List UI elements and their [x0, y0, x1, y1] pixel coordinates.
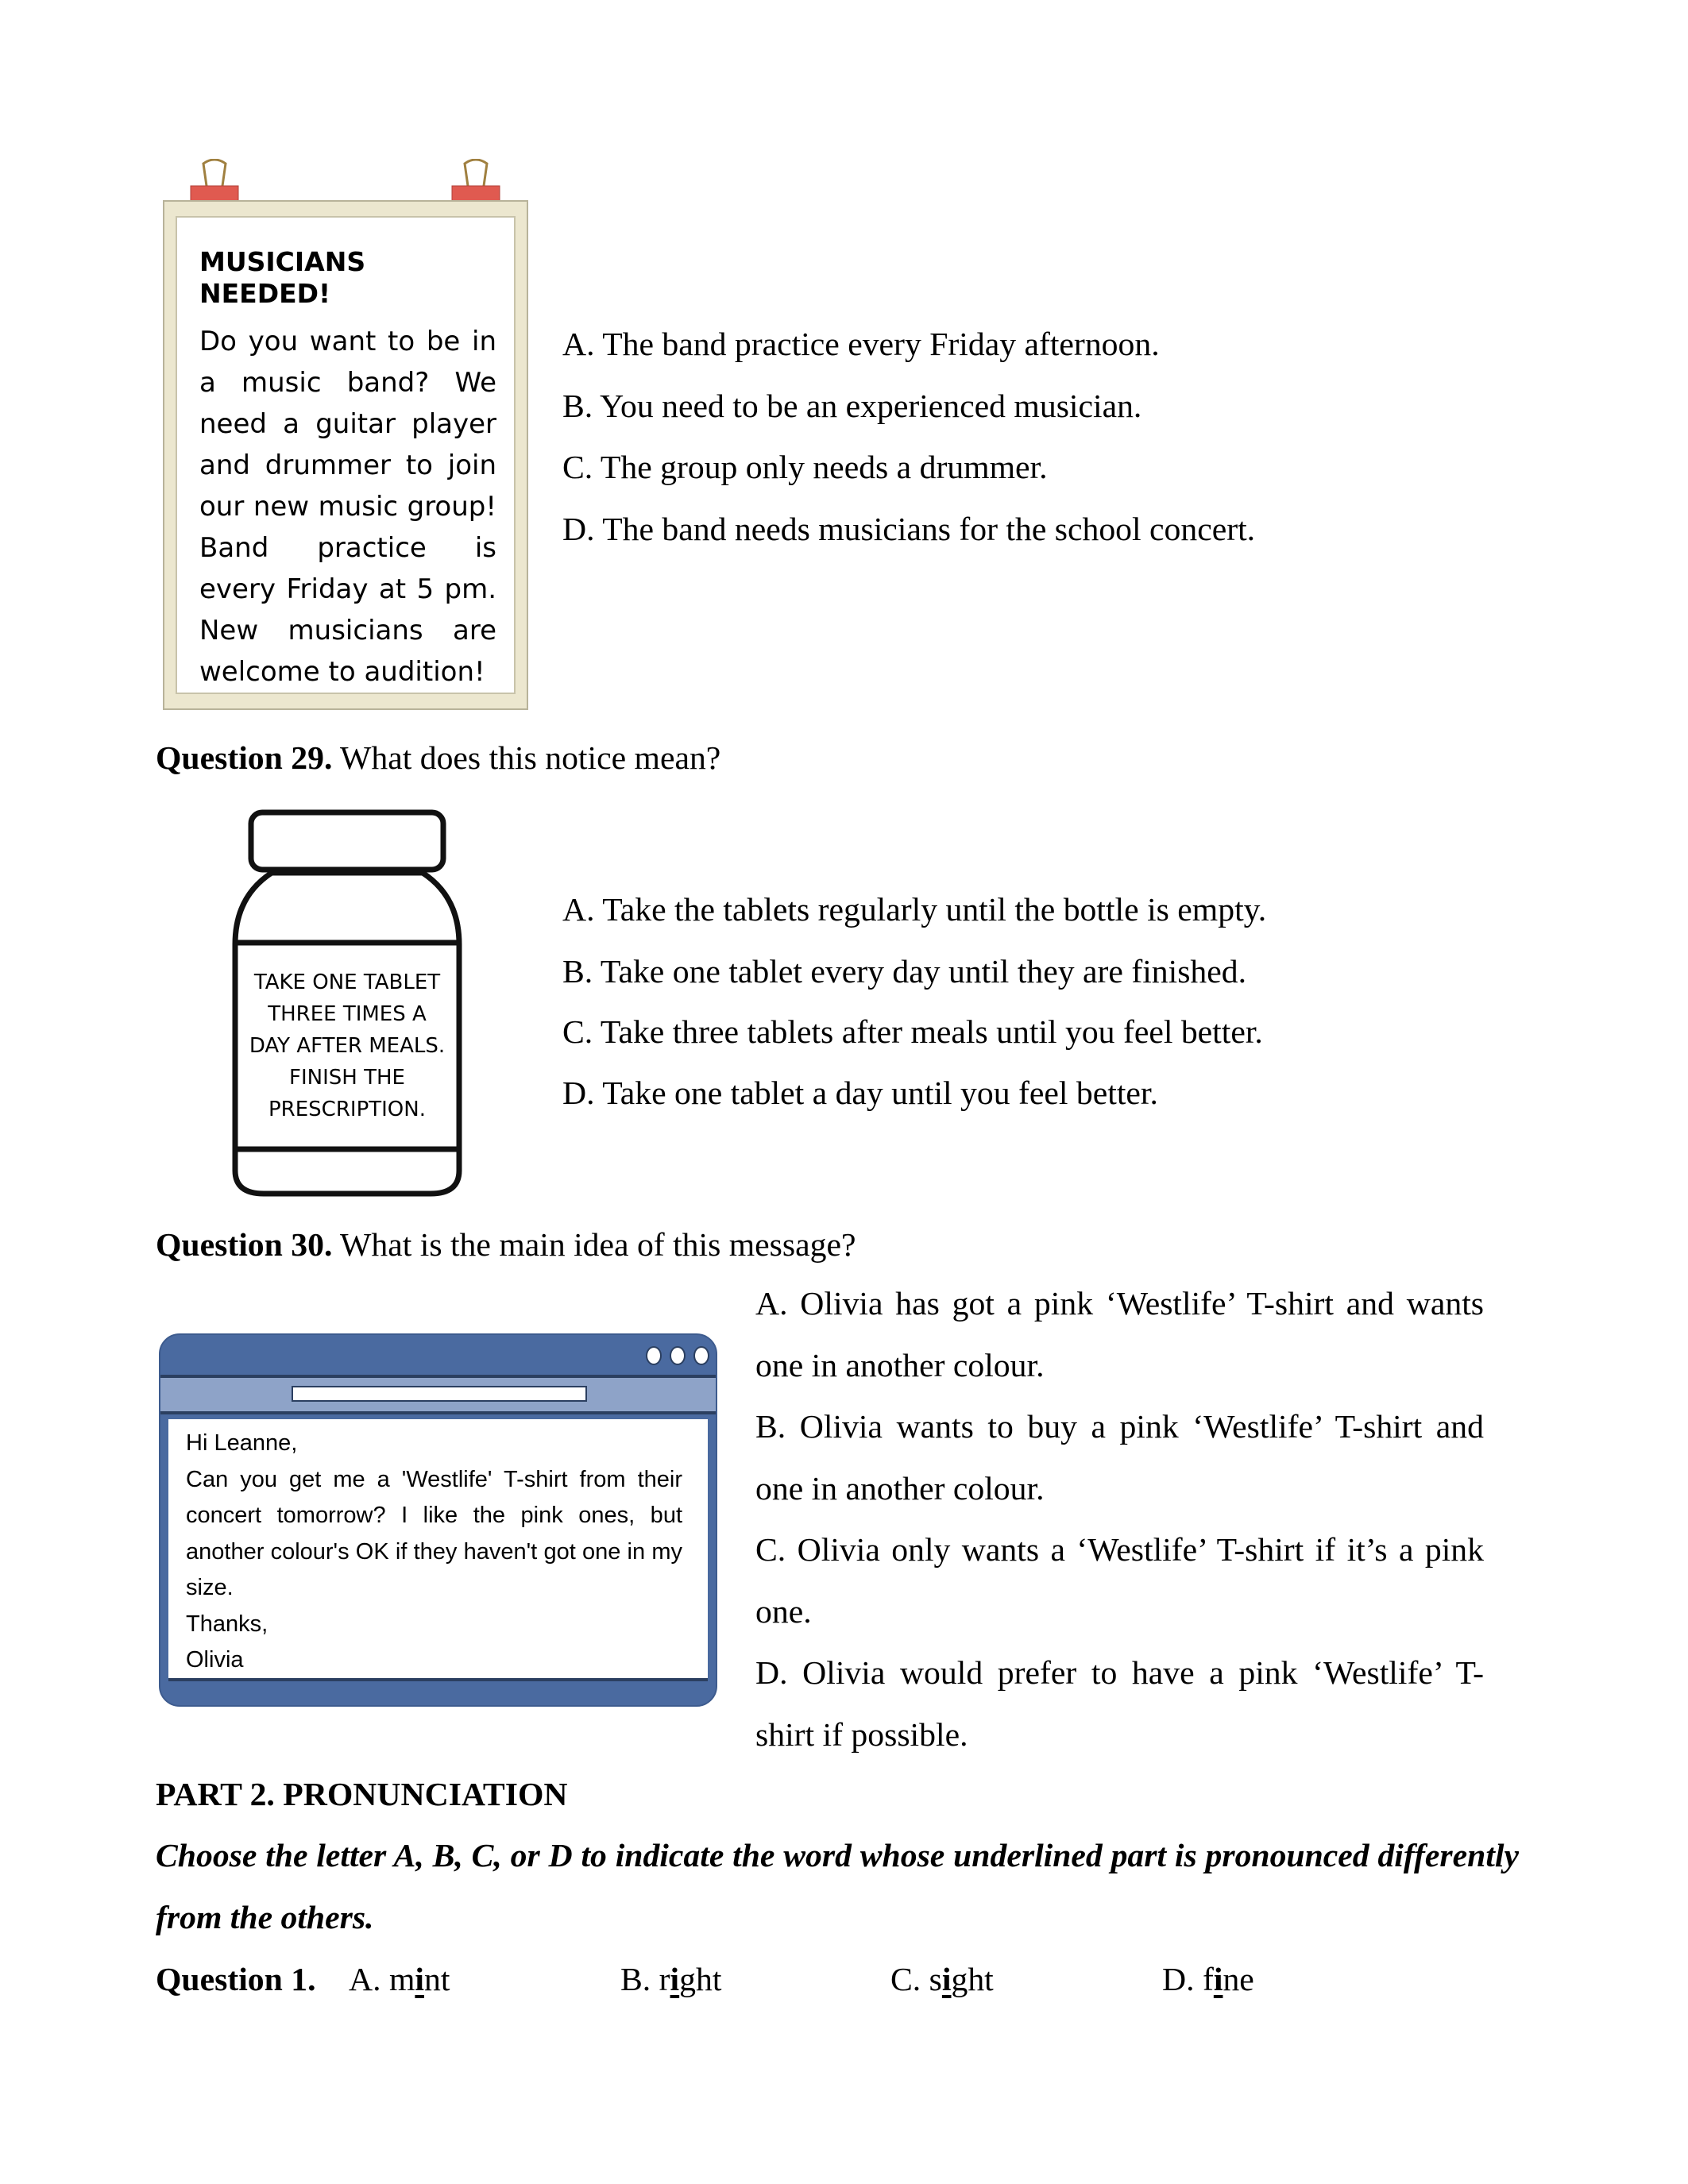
- q30-options: [755, 1274, 1484, 1766]
- word-part: ght: [679, 1962, 722, 1998]
- part2-heading: PART 2. PRONUNCIATION: [156, 1777, 568, 1813]
- word-part: s: [929, 1962, 942, 1998]
- message-window: [159, 1333, 717, 1707]
- underlined-part: i: [941, 1962, 952, 1998]
- q1-option-b: [620, 1960, 721, 2000]
- label-line: THREE TIMES A: [268, 1002, 427, 1026]
- option-letter: A.: [349, 1962, 381, 1998]
- message-closing: Thanks,: [186, 1611, 268, 1637]
- option-letter: C.: [890, 1962, 921, 1998]
- q1-option-d: [1162, 1960, 1254, 2000]
- medicine-bottle: [232, 809, 462, 1198]
- address-bar: [160, 1375, 716, 1414]
- q30-option-a: A. Olivia has got a pink ‘Westlife’ T-shirt and wants one in another colour.: [755, 1286, 1484, 1384]
- option-letter: B.: [620, 1962, 651, 1998]
- q28-option-c: C. The group only needs a drummer.: [562, 450, 1048, 486]
- label-line: PRESCRIPTION.: [268, 1098, 426, 1121]
- window-dots-icon: [646, 1346, 709, 1365]
- q30-option-c: C. Olivia only wants a ‘Westlife’ T-shirt if it’s a pink one.: [755, 1532, 1484, 1630]
- word-part: ne: [1223, 1962, 1254, 1998]
- word-part: nt: [423, 1962, 450, 1998]
- label-line: DAY AFTER MEALS.: [249, 1034, 446, 1058]
- underlined-part: i: [1213, 1962, 1223, 1998]
- q28-option-b: B. You need to be an experienced musician.: [562, 388, 1142, 425]
- q28-option-a: A. The band practice every Friday afternoon.: [562, 326, 1160, 363]
- q29-option-c: C. Take three tablets after meals until you feel better.: [562, 1014, 1263, 1051]
- q1-option-c: [890, 1960, 994, 2000]
- message-signature: Olivia: [186, 1647, 244, 1673]
- word-part: r: [659, 1962, 670, 1998]
- underlined-part: i: [670, 1962, 680, 1998]
- q29-option-a: A. Take the tablets regularly until the bottle is empty.: [562, 892, 1267, 928]
- q30-label: Question 30.: [156, 1227, 333, 1264]
- q30-heading: [156, 1225, 856, 1265]
- q29-option-d: D. Take one tablet a day until you feel better.: [562, 1075, 1158, 1112]
- message-content: [168, 1419, 708, 1681]
- message-body: Can you get me a 'Westlife' T-shirt from their concert tomorrow? I like the pink ones, but another colour's OK if they haven't got one in my size.: [186, 1466, 682, 1600]
- underlined-part: i: [415, 1962, 424, 1998]
- q30-prompt: What is the main idea of this message?: [340, 1227, 856, 1264]
- q1-label: Question 1.: [156, 1962, 316, 1998]
- word-part: f: [1202, 1962, 1214, 1998]
- option-letter: D.: [1162, 1962, 1195, 1998]
- q29-label: Question 29.: [156, 740, 333, 777]
- q30-option-b: B. Olivia wants to buy a pink ‘Westlife’ T-shirt and one in another colour.: [755, 1409, 1484, 1507]
- label-line: TAKE ONE TABLET: [253, 970, 441, 994]
- notice-title: MUSICIANS NEEDED!: [199, 246, 366, 309]
- q28-option-d: D. The band needs musicians for the school concert.: [562, 511, 1256, 548]
- word-part: ght: [951, 1962, 994, 1998]
- musicians-notice: [163, 200, 528, 710]
- message-greeting: Hi Leanne,: [186, 1430, 298, 1456]
- q29-heading: [156, 739, 720, 778]
- bottle-label: [238, 943, 456, 1149]
- q29-option-b: B. Take one tablet every day until they are finished.: [562, 954, 1247, 990]
- url-field: [292, 1386, 587, 1402]
- q30-option-d: D. Olivia would prefer to have a pink ‘Westlife’ T-shirt if possible.: [755, 1655, 1484, 1754]
- part2-instruction: Choose the letter A, B, C, or D to indicate the word whose underlined part is pronounced differently from the others.: [156, 1838, 1519, 1936]
- word-part: m: [388, 1962, 415, 1998]
- q1-option-a: [349, 1960, 450, 2000]
- label-line: FINISH THE: [289, 1066, 405, 1090]
- q29-prompt: What does this notice mean?: [340, 740, 721, 777]
- notice-body: Do you want to be in a music band? We need a guitar player and drummer to join our new music group! Band practice is every Friday at 5 pm. New musicians are welcome to audition!: [199, 326, 496, 688]
